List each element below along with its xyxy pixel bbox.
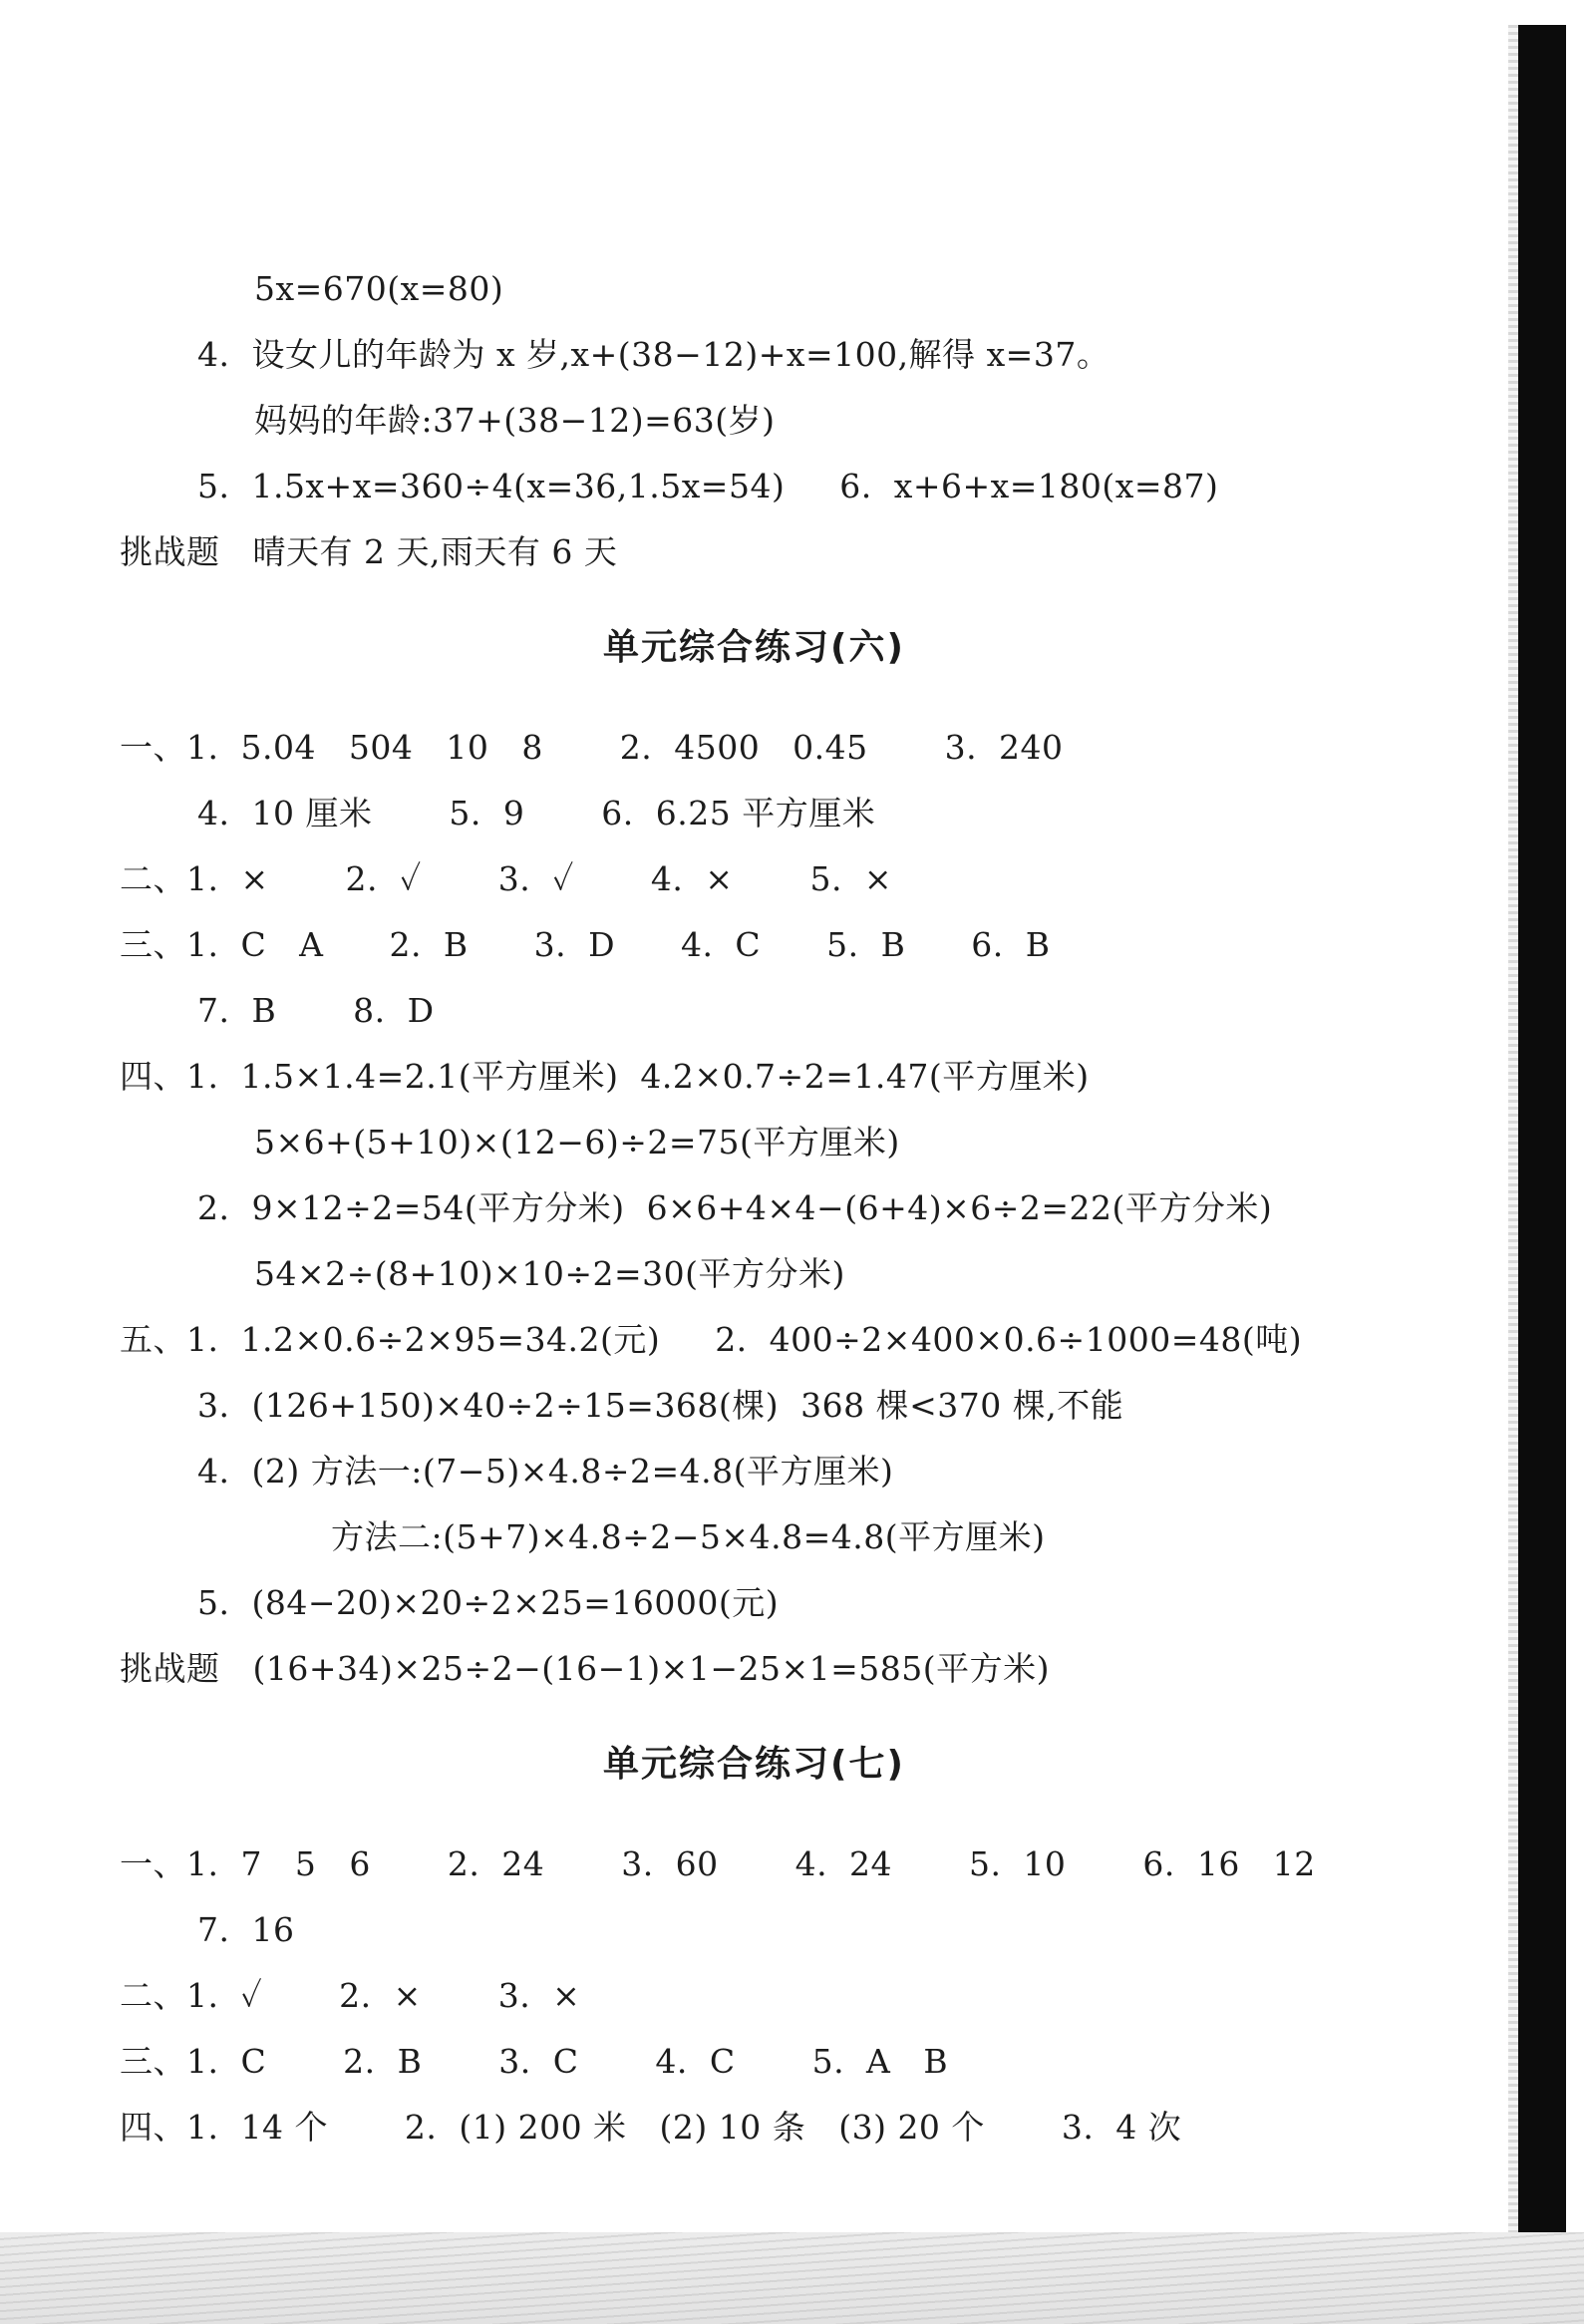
answer-line: 4. 设女儿的年龄为 x 岁,x+(38−12)+x=100,解得 x=37。: [197, 335, 1110, 374]
answer-line: 三、1. C A 2. B 3. D 4. C 5. B 6. B: [120, 925, 1051, 964]
decorative-wave-border: [0, 2232, 1584, 2324]
answer-line: 一、1. 5.04 504 10 8 2. 4500 0.45 3. 240: [120, 728, 1064, 767]
book-spine-edge: [1518, 25, 1566, 2278]
answer-line: 54×2÷(8+10)×10÷2=30(平方分米): [254, 1254, 845, 1293]
answer-line: 四、1. 1.5×1.4=2.1(平方厘米) 4.2×0.7÷2=1.47(平方厘米): [120, 1057, 1090, 1096]
answer-line: 方法二:(5+7)×4.8÷2−5×4.8=4.8(平方厘米): [331, 1517, 1046, 1556]
answer-line: 五、1. 1.2×0.6÷2×95=34.2(元) 2. 400÷2×400×0.6÷1000=48(吨): [120, 1320, 1303, 1359]
section-title: 单元综合练习(六): [603, 627, 905, 668]
answer-line: 7. B 8. D: [197, 991, 435, 1030]
challenge-answer: 挑战题 晴天有 2 天,雨天有 6 天: [120, 532, 618, 571]
section-title: 单元综合练习(七): [603, 1744, 905, 1785]
answer-line: 5. 1.5x+x=360÷4(x=36,1.5x=54) 6. x+6+x=180(x=87): [197, 467, 1219, 505]
answer-line: 妈妈的年龄:37+(38−12)=63(岁): [254, 401, 776, 440]
answer-line: 4. 10 厘米 5. 9 6. 6.25 平方厘米: [197, 794, 876, 832]
answer-line: 二、1. × 2. ✓ 3. ✓ 4. × 5. ×: [120, 859, 893, 898]
answer-line: 三、1. C 2. B 3. C 4. C 5. A B: [120, 2042, 949, 2081]
challenge-answer: 挑战题 (16+34)×25÷2−(16−1)×1−25×1=585(平方米): [120, 1649, 1050, 1688]
answer-line: 5x=670(x=80): [254, 269, 504, 308]
answer-line: 2. 9×12÷2=54(平方分米) 6×6+4×4−(6+4)×6÷2=22(平方分米): [197, 1188, 1273, 1227]
answer-line: 二、1. ✓ 2. × 3. ×: [120, 1976, 581, 2015]
answer-line: 4. (2) 方法一:(7−5)×4.8÷2=4.8(平方厘米): [197, 1452, 894, 1491]
answer-line: 3. (126+150)×40÷2÷15=368(棵) 368 棵<370 棵,不能: [197, 1386, 1124, 1425]
answer-line: 一、1. 7 5 6 2. 24 3. 60 4. 24 5. 10 6. 16 12: [120, 1844, 1316, 1883]
answer-line: 5×6+(5+10)×(12−6)÷2=75(平方厘米): [254, 1123, 900, 1162]
answer-line: 7. 16: [197, 1910, 295, 1949]
answer-line: 四、1. 14 个 2. (1) 200 米 (2) 10 条 (3) 20 个 3. 4 次: [120, 2108, 1182, 2147]
answer-line: 5. (84−20)×20÷2×25=16000(元): [197, 1583, 780, 1622]
